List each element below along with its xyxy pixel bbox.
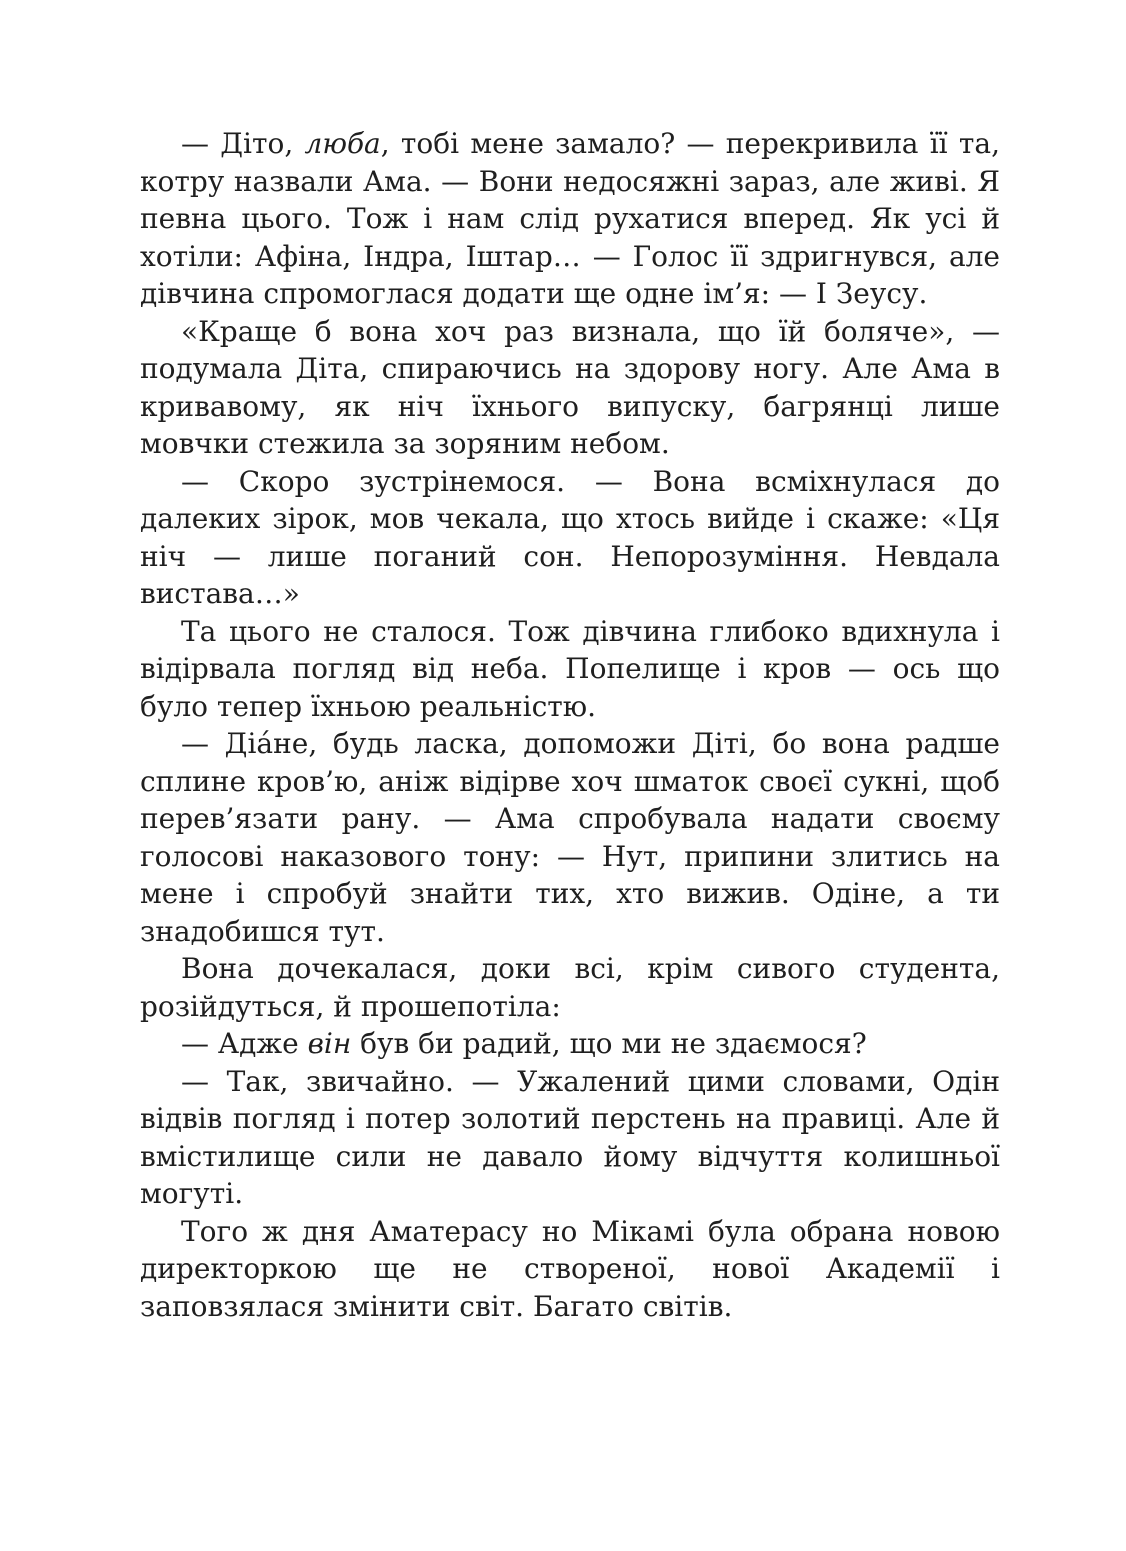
paragraph bbox=[140, 1213, 1000, 1326]
paragraph bbox=[140, 613, 1000, 726]
paragraph bbox=[140, 463, 1000, 613]
italic-word: він bbox=[307, 1027, 352, 1060]
paragraph bbox=[140, 1063, 1000, 1213]
paragraph-text: — Діто, bbox=[181, 127, 305, 160]
paragraph-text: — Адже bbox=[181, 1027, 308, 1060]
paragraph bbox=[140, 725, 1000, 950]
paragraph-text: Вона дочекалася, доки всі, крім сивого студента, розійдуться, й прошепотіла: bbox=[140, 952, 1000, 1023]
paragraph-text: — Так, звичайно. — Ужалений цими словами, Одін відвів погляд і потер золотий перстень на правиці. Але й вмістилище сили не давало йому відчуття колишньої могуті. bbox=[140, 1064, 1000, 1210]
paragraph bbox=[140, 125, 1000, 313]
book-page bbox=[140, 125, 1000, 1325]
paragraph-text: Того ж дня Аматерасу но Мікамі була обрана новою директоркою ще не створеної, нової Академії і заповзялася змінити світ. Багато світів. bbox=[140, 1214, 1000, 1323]
italic-word: люба bbox=[304, 127, 381, 160]
paragraph bbox=[140, 950, 1000, 1025]
paragraph-text: Та цього не сталося. Тож дівчина глибоко вдихнула і відірвала погляд від неба. Попелище і кров — ось що було тепер їхньою реальністю. bbox=[140, 614, 1000, 723]
paragraph bbox=[140, 313, 1000, 463]
paragraph-text: «Краще б вона хоч раз визнала, що їй боляче», — подумала Діта, спираючись на здорову ногу. Але Ама в кривавому, як ніч їхнього випуску, багрянці лише мовчки стежила за зоряним небом. bbox=[140, 314, 1000, 460]
paragraph bbox=[140, 1025, 1000, 1063]
paragraph-text: був би радий, що ми не здаємося? bbox=[351, 1027, 867, 1060]
paragraph-text: — Скоро зустрінемося. — Вона всміхнулася до далеких зірок, мов чекала, що хтось вийде і скаже: «Ця ніч — лише поганий сон. Непорозуміння. Невдала вистава…» bbox=[140, 464, 1000, 610]
paragraph-text: — Діа́не, будь ласка, допоможи Діті, бо вона радше сплине кров’ю, аніж відірве хоч шматок своєї сукні, щоб перев’язати рану. — Ама спробувала надати своєму голосові наказового тону: — Нут, припини злитись на мене і спробуй знайти тих, хто вижив. Одіне, а ти знадобишся тут. bbox=[140, 727, 1000, 948]
paragraph-text: , тобі мене замало? — перекривила її та, котру назвали Ама. — Вони недосяжні зараз, але живі. Я певна цього. Тож і нам слід рухатися вперед. Як усі й хотіли: Афіна, Індра, Іштар… — Голос її здригнувся, але дівчина спромоглася додати ще одне ім’я: — І Зеусу. bbox=[140, 127, 1000, 310]
